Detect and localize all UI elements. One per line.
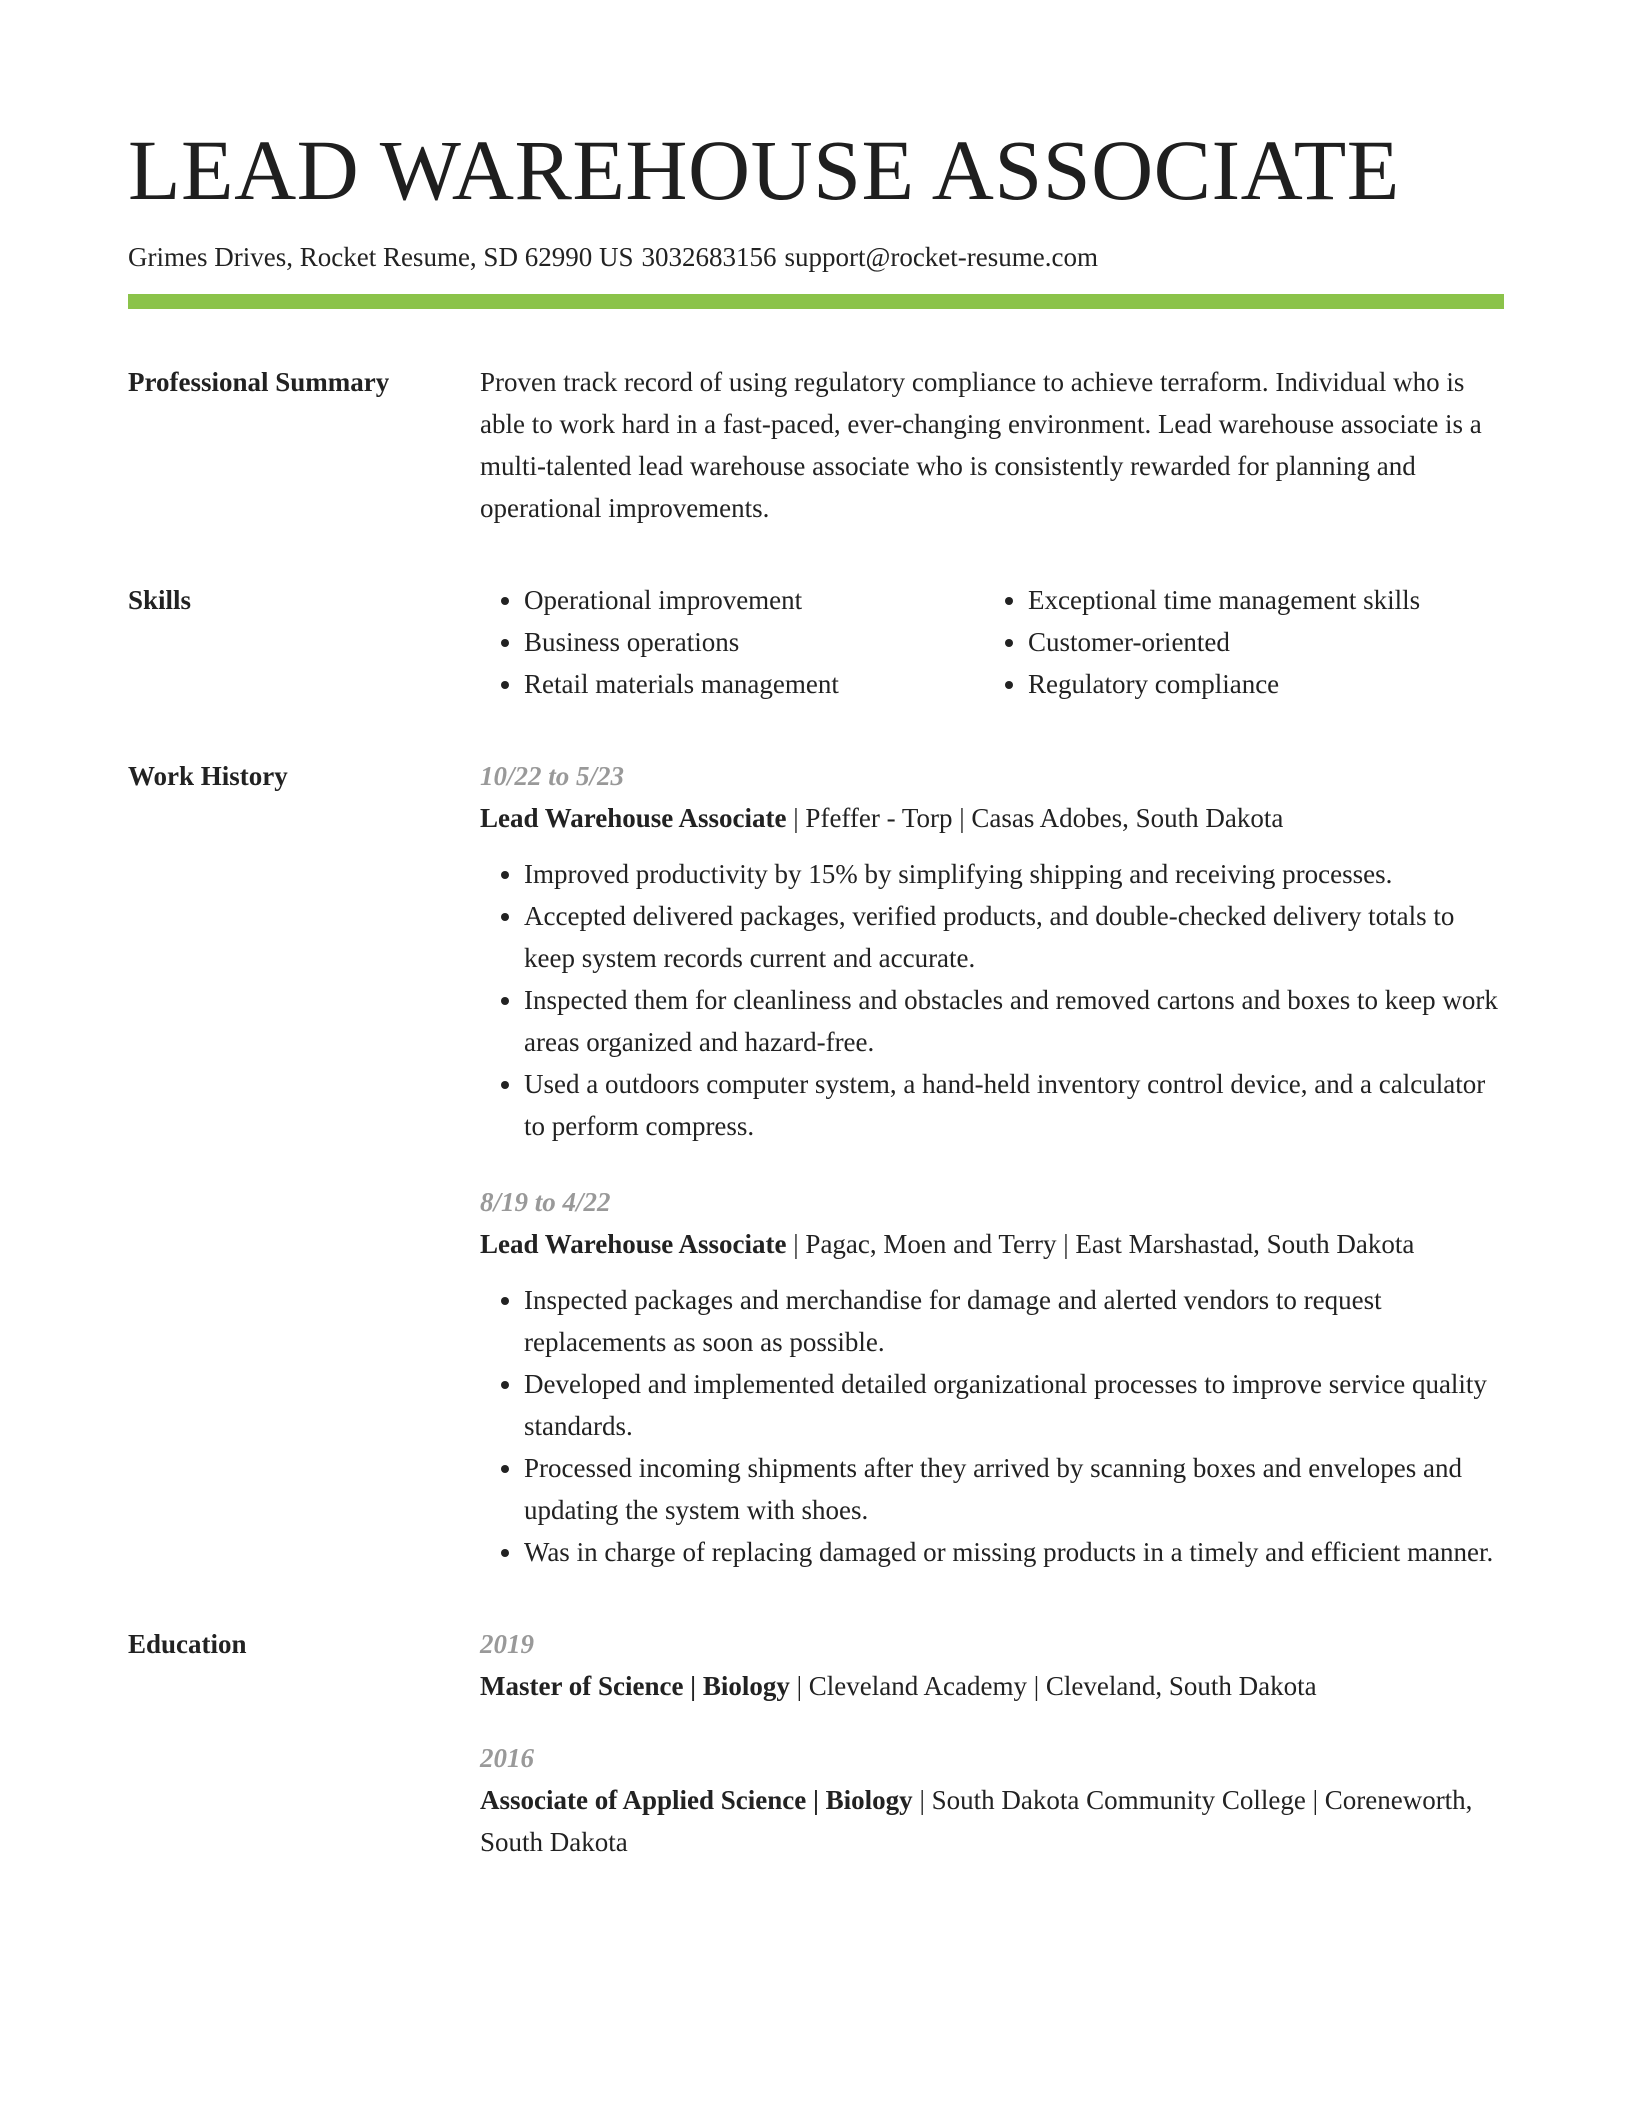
job-dates: 8/19 to 4/22 — [480, 1187, 611, 1217]
job-bullet: • Was in charge of replacing damaged or missing products in a timely and efficient manner. — [524, 1531, 1504, 1573]
education-content — [480, 1623, 1504, 1863]
education-line — [480, 1665, 1504, 1707]
work-history-label: Work History — [128, 761, 288, 791]
education-line — [480, 1779, 1504, 1863]
job-bullet: • Processed incoming shipments after they arrived by scanning boxes and envelopes and updating the system with shoes. — [524, 1447, 1504, 1531]
education-section — [128, 1623, 1504, 1863]
job-role-line — [480, 797, 1504, 839]
contact-address: Grimes Drives, Rocket Resume, SD 62990 US — [128, 242, 634, 272]
skill-item: • Exceptional time management skills — [1028, 579, 1488, 621]
contact-email: support@rocket-resume.com — [784, 242, 1098, 272]
education-label: Education — [128, 1629, 247, 1659]
skill-item: • Operational improvement — [524, 579, 984, 621]
header-divider — [128, 294, 1504, 309]
education-details: | Cleveland Academy | Cleveland, South Dakota — [789, 1671, 1317, 1701]
job-bullet: • Used a outdoors computer system, a hand-held inventory control device, and a calculator to perform compress. — [524, 1063, 1504, 1147]
job-bullets — [480, 1279, 1504, 1573]
skill-item: • Customer-oriented — [1028, 621, 1488, 663]
job-title: Lead Warehouse Associate — [480, 1229, 787, 1259]
skills-label: Skills — [128, 585, 192, 615]
skill-item: • Business operations — [524, 621, 984, 663]
job-dates: 10/22 to 5/23 — [480, 761, 625, 791]
job-role-line — [480, 1223, 1504, 1265]
resume-page — [128, 0, 1504, 1863]
job-bullet: • Inspected packages and merchandise for damage and alerted vendors to request replacements as soon as possible. — [524, 1279, 1504, 1363]
job-bullet: • Accepted delivered packages, verified products, and double-checked delivery totals to keep system records current and accurate. — [524, 895, 1504, 979]
job-title: Lead Warehouse Associate — [480, 803, 787, 833]
education-entry — [480, 1737, 1504, 1863]
summary-content — [480, 361, 1504, 529]
skill-item: • Regulatory compliance — [1028, 663, 1488, 705]
resume-title: LEAD WAREHOUSE ASSOCIATE — [128, 122, 1400, 218]
job-entry — [480, 755, 1504, 1147]
summary-section — [128, 361, 1504, 529]
education-details: | South Dakota Community College | Coreneworth, South Dakota — [480, 1785, 1473, 1857]
job-bullets — [480, 853, 1504, 1147]
education-degree: Associate of Applied Science | Biology — [480, 1785, 913, 1815]
education-degree: Master of Science | Biology — [480, 1671, 790, 1701]
skill-item: • Retail materials management — [524, 663, 984, 705]
contact-line — [128, 240, 1504, 274]
education-year: 2019 — [480, 1629, 534, 1659]
job-details: | Pagac, Moen and Terry | East Marshastad, South Dakota — [786, 1229, 1415, 1259]
skills-column-2 — [984, 579, 1488, 705]
summary-text: Proven track record of using regulatory compliance to achieve terraform. Individual who is able to work hard in a fast-paced, ever-changing environment. Lead warehouse associate is a multi-talented lead warehouse associate who is consistently rewarded for planning and operational improvements. — [480, 367, 1482, 523]
education-entry — [480, 1623, 1504, 1707]
job-bullet: • Improved productivity by 15% by simplifying shipping and receiving processes. — [524, 853, 1504, 895]
education-year: 2016 — [480, 1743, 534, 1773]
skills-section — [128, 579, 1504, 705]
summary-label: Professional Summary — [128, 367, 390, 397]
job-bullet: • Developed and implemented detailed organizational processes to improve service quality standards. — [524, 1363, 1504, 1447]
job-entry — [480, 1181, 1504, 1573]
skills-content — [480, 579, 1504, 705]
work-history-section — [128, 755, 1504, 1573]
contact-phone: 3032683156 — [641, 242, 777, 272]
skills-column-1 — [480, 579, 984, 705]
work-history-content — [480, 755, 1504, 1573]
job-bullet: • Inspected them for cleanliness and obstacles and removed cartons and boxes to keep work areas organized and hazard-free. — [524, 979, 1504, 1063]
job-details: | Pfeffer - Torp | Casas Adobes, South Dakota — [786, 803, 1284, 833]
